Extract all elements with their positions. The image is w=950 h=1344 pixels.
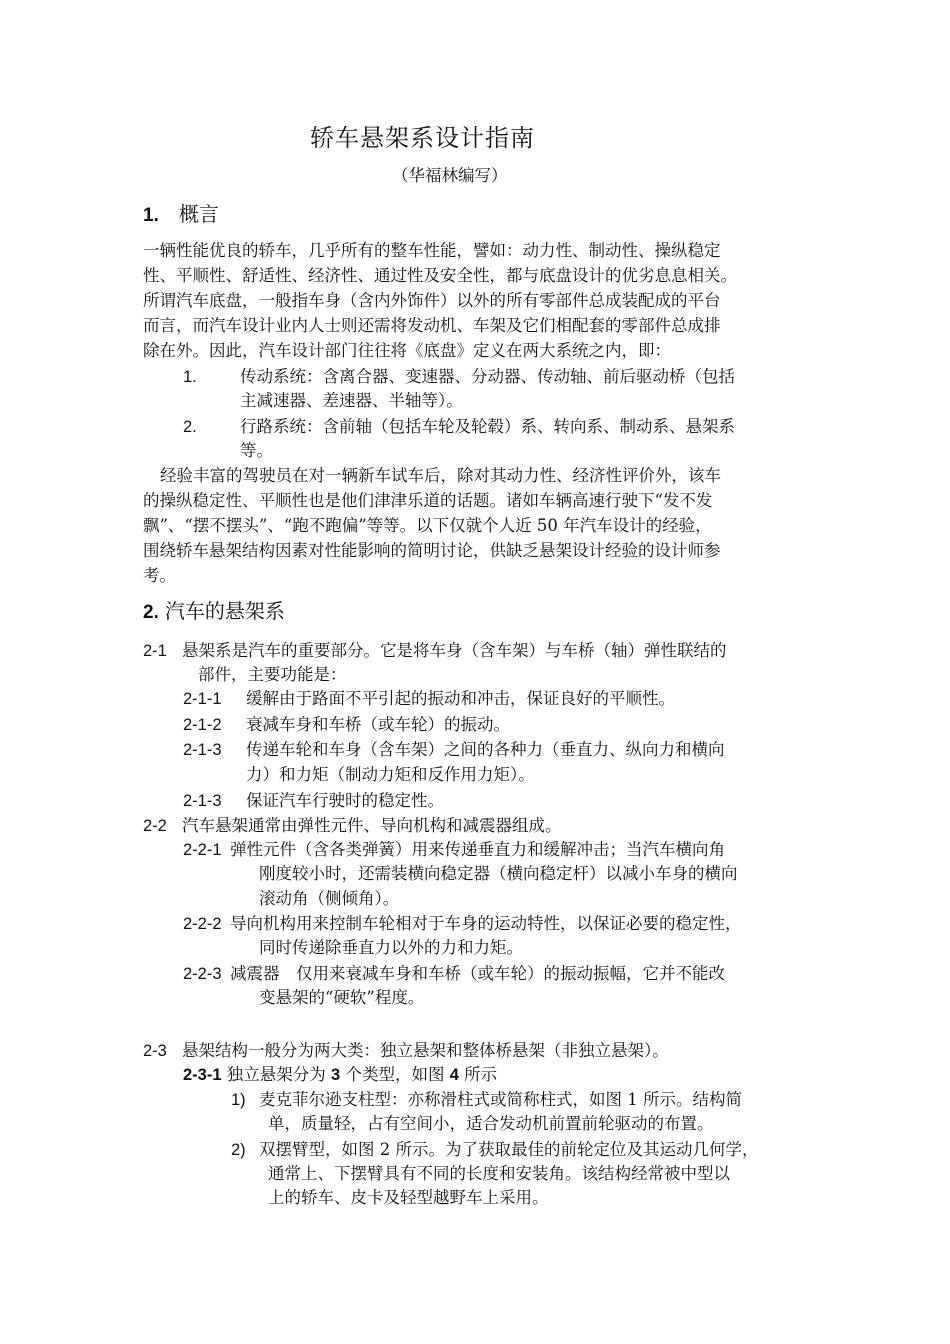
section-title: 汽车的悬架系 [164,599,285,623]
list-item-line: 主减速器、差速器、半轴等）。 [240,391,463,410]
subitem-number: 2-3-1 [183,1066,222,1084]
subitem-line: 导向机构用来控制车轮相对于车身的运动特性，以保证必要的稳定性， [230,914,742,933]
item-line: 部件，主要功能是： [198,665,347,684]
subitem-line: 保证汽车行驶时的稳定性。 [246,791,444,810]
subitem-heading: 2-3-1 独立悬架分为 3 个类型，如图 4 所示 [183,1065,498,1084]
paragraph-line: 所谓汽车底盘，一般指车身（含内外饰件）以外的所有零部件总成装配成的平台 [143,291,721,310]
paragraph-line: 考。 [143,566,176,585]
list-item-line: 麦克菲尔逊支柱型：亦称滑柱式或简称柱式，如图 1 所示。结构简 [259,1090,742,1109]
paragraph-line: 经验丰富的驾驶员在对一辆新车试车后，除对其动力性、经济性评价外，该车 [160,466,721,485]
subitem-line: 传递车轮和车身（含车架）之间的各种力（垂直力、纵向力和横向 [246,740,725,759]
list-number: 2. [183,418,197,436]
paragraph-line: 一辆性能优良的轿车，几乎所有的整车性能，譬如：动力性、制动性、操纵稳定 [143,241,721,260]
section-number: 1 [143,205,154,226]
list-item-line: 通常上、下摆臂具有不同的长度和安装角。该结构经常被中型以 [268,1164,730,1183]
paragraph-line: 飘”、“摆不摆头”、“跑不跑偏”等等。以下仅就个人近 50 年汽车设计的经验， [143,516,712,535]
subitem-line: 同时传递除垂直力以外的力和力矩。 [259,938,523,957]
section-1-heading: 1. 概言 [143,202,219,226]
subitem-number: 2-1-3 [183,792,222,810]
paragraph-line: 围绕轿车悬架结构因素对性能影响的简明讨论，供缺乏悬架设计经验的设计师参 [143,541,721,560]
paragraph-line: 除在外。因此，汽车设计部门往往将《底盘》定义在两大系统之内，即： [143,341,671,360]
document-author: （华福林编写） [392,166,508,185]
subitem-line: 减震器 仅用来衰减车身和车桥（或车轮）的振动振幅，它并不能改 [230,964,725,983]
item-number: 2-3 [143,1042,167,1060]
list-item-line: 单，质量轻，占有空间小，适合发动机前置前轮驱动的布置。 [268,1114,714,1133]
subitem-line: 弹性元件（含各类弹簧）用来传递垂直力和缓解冲击；当汽车横向角 [230,840,725,859]
subitem-number: 2-1-3 [183,741,222,759]
section-number: 2 [143,602,154,623]
list-item-line: 行路系统：含前轴（包括车轮及轮毂）系、转向系、制动系、悬架系 [240,417,735,436]
section-title: 概言 [178,202,219,226]
list-item-line: 等。 [240,441,273,460]
item-number: 2-1 [143,642,167,660]
document-title: 轿车悬架系设计指南 [310,124,535,152]
subitem-number: 2-1-2 [183,716,222,734]
subitem-line: 变悬架的“硬软”程度。 [259,988,425,1007]
subitem-number: 2-2-2 [183,915,222,933]
subitem-number: 2-1-1 [183,690,222,708]
paragraph-line: 性、平顺性、舒适性、经济性、通过性及安全性，都与底盘设计的优劣息息相关。 [143,266,737,285]
paragraph-line: 的操纵稳定性、平顺性也是他们津津乐道的话题。诸如车辆高速行驶下“发不发 [143,491,713,510]
list-number: 1. [183,368,197,386]
subitem-line: 力）和力矩（制动力矩和反作用力矩）。 [246,765,535,784]
subitem-line: 刚度较小时，还需装横向稳定器（横向稳定杆）以减小车身的横向 [259,864,738,883]
subitem-line: 衰减车身和车桥（或车轮）的振动。 [246,715,510,734]
section-2-heading: 2. 汽车的悬架系 [143,599,285,623]
list-item-line: 双摆臂型，如图 2 所示。为了获取最佳的前轮定位及其运动几何学， [259,1140,759,1159]
subitem-line: 缓解由于路面不平引起的振动和冲击，保证良好的平顺性。 [246,689,675,708]
list-item-line: 上的轿车、皮卡及轻型越野车上采用。 [268,1188,549,1207]
list-item-line: 传动系统：含离合器、变速器、分动器、传动轴、前后驱动桥（包括 [240,367,735,386]
item-number: 2-2 [143,817,167,835]
subitem-number: 2-2-3 [183,965,222,983]
subitem-number: 2-2-1 [183,841,222,859]
item-line: 汽车悬架通常由弹性元件、导向机构和减震器组成。 [182,816,562,835]
list-number: 2) [231,1141,246,1159]
list-number: 1) [231,1091,246,1109]
paragraph-line: 而言，而汽车设计业内人士则还需将发动机、车架及它们相配套的零部件总成排 [143,316,721,335]
subitem-line: 滚动角（侧倾角）。 [259,889,400,908]
item-line: 悬架系是汽车的重要部分。它是将车身（含车架）与车桥（轴）弹性联结的 [182,641,727,660]
item-line: 悬架结构一般分为两大类：独立悬架和整体桥悬架（非独立悬架）。 [182,1041,669,1060]
